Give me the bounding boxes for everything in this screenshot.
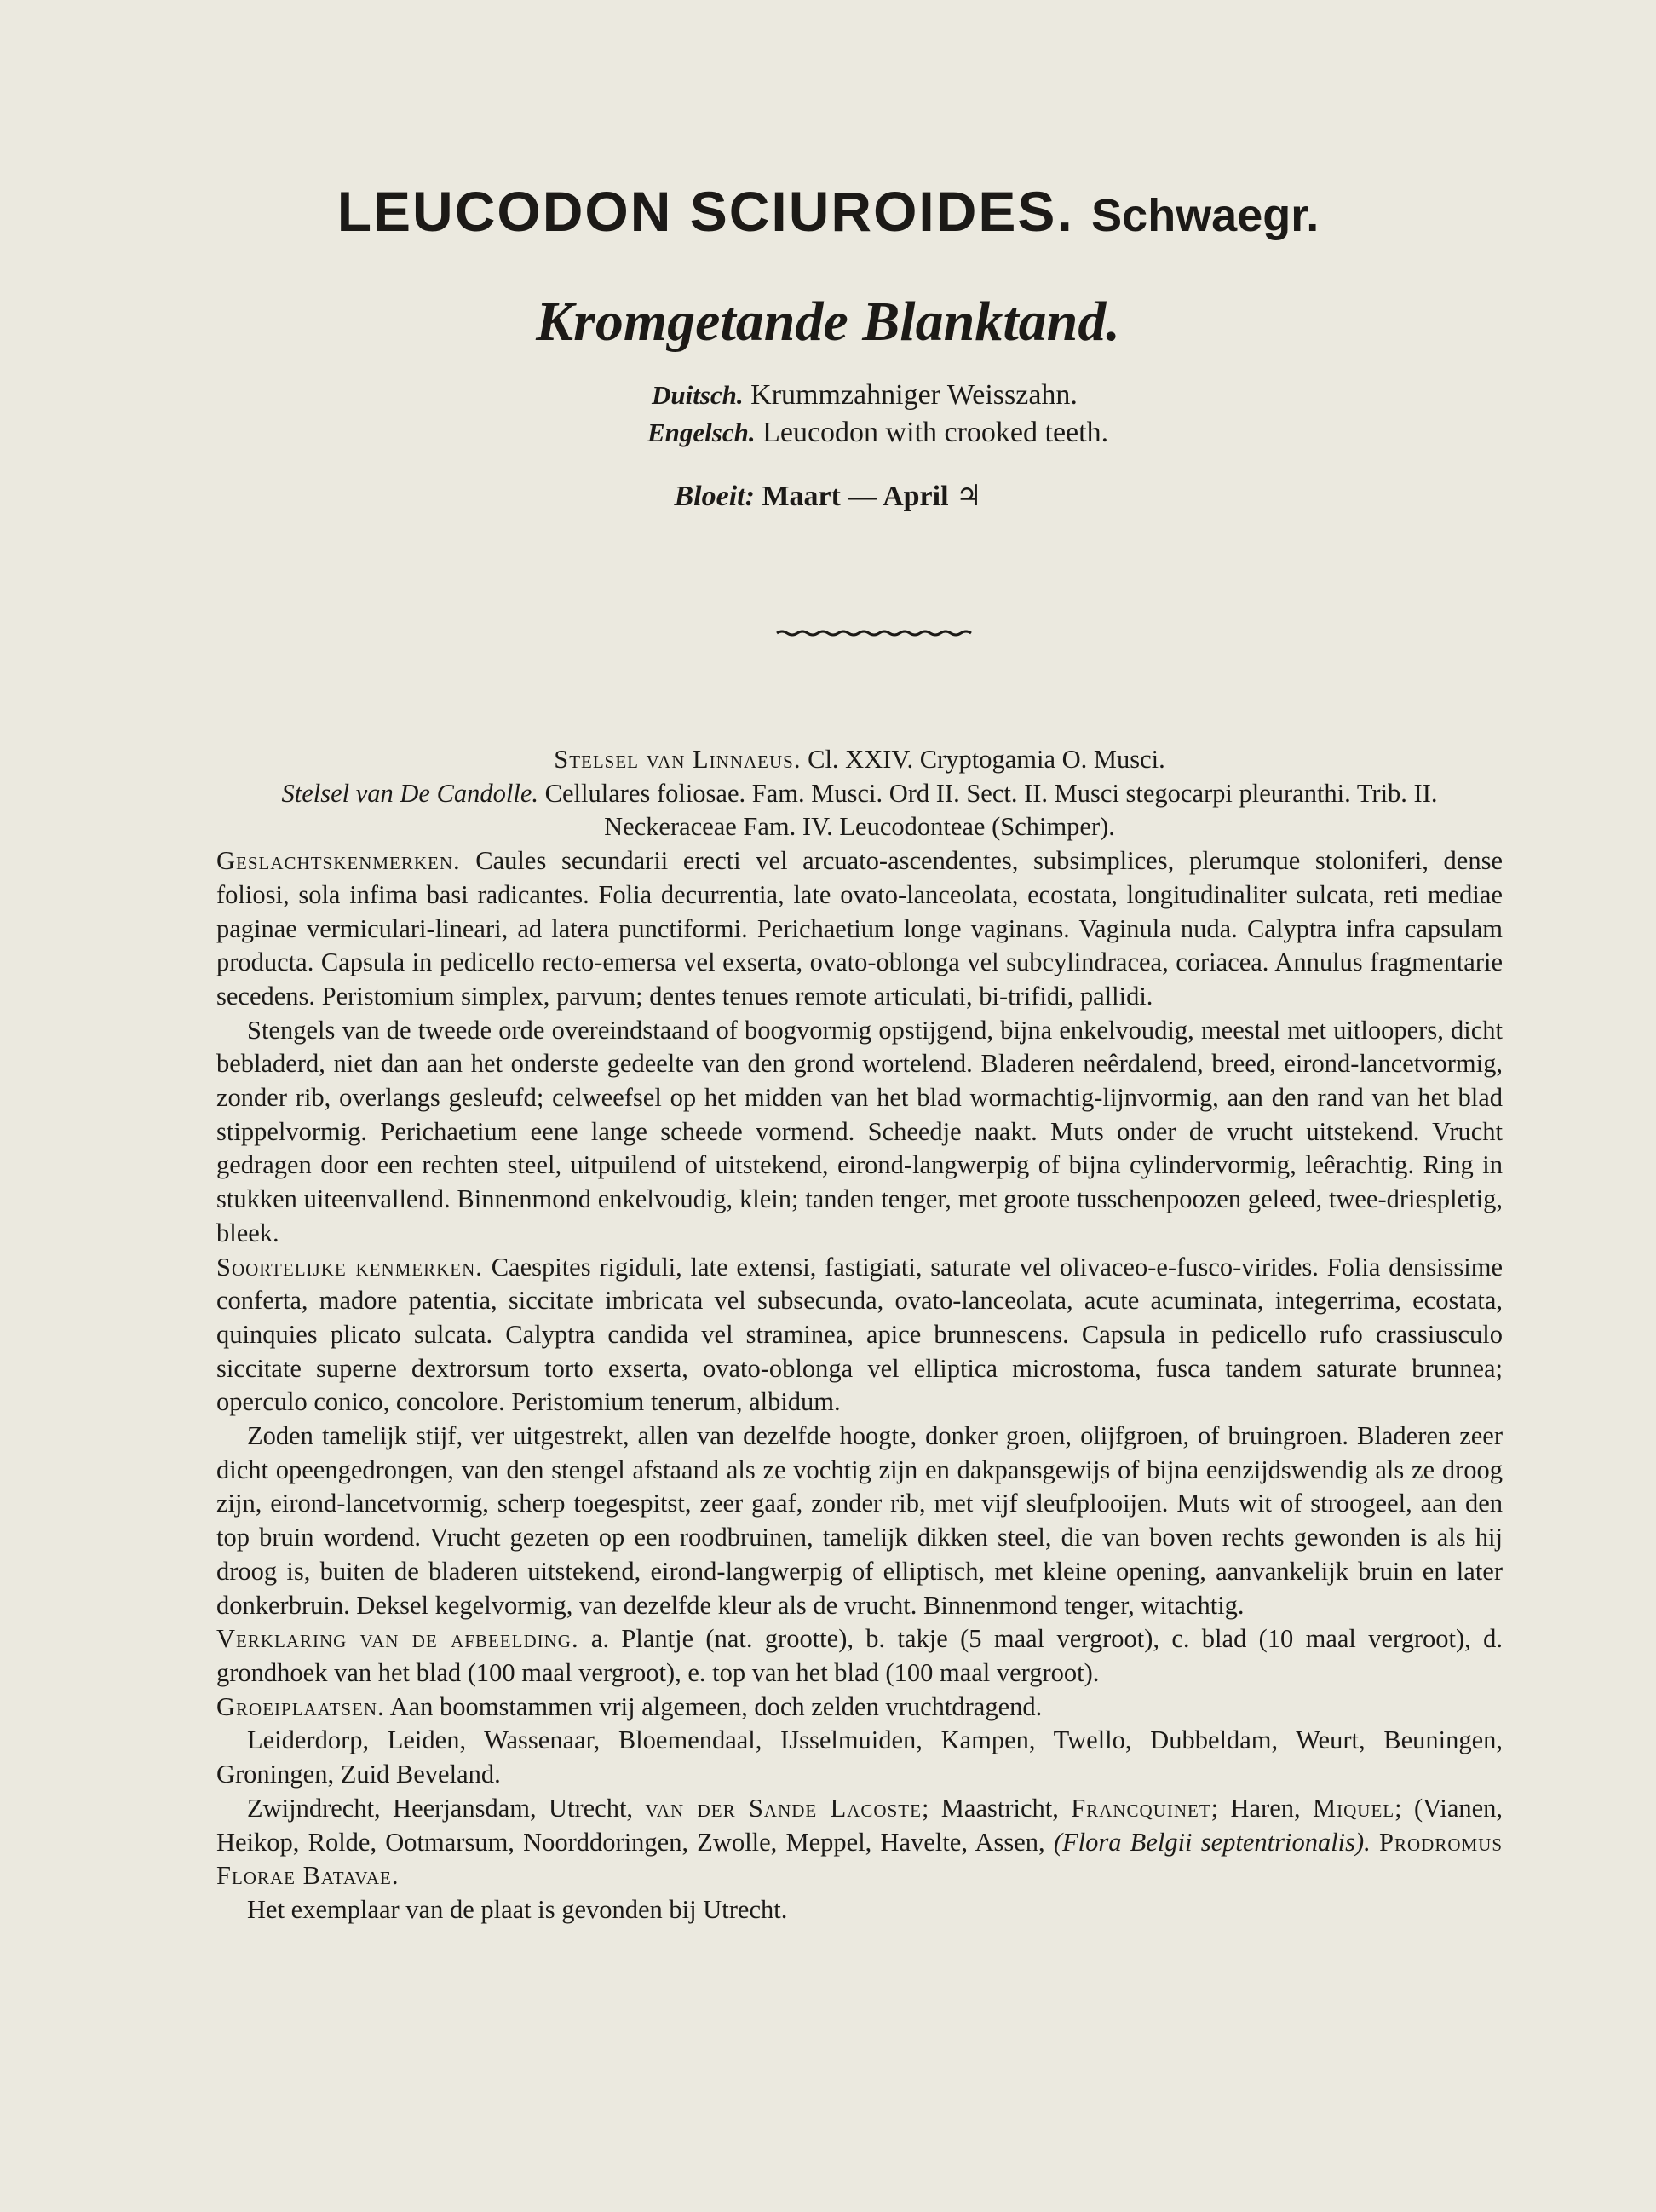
linnaeus-label: Stelsel van Linnaeus. (554, 745, 802, 774)
locations-text-b: ; Maastricht, (921, 1793, 1059, 1823)
figure-explanation (216, 1622, 1503, 1690)
locations-text-c: ; Haren, (1210, 1793, 1301, 1823)
species-characters (216, 1251, 1503, 1420)
candolle-text: Cellulares foliosae. Fam. Musci. Ord II. Sect. II. Musci stegocarpi pleuranthi. Trib. II. Neckeraceae Fam. IV. Leucodonteae (Schimper). (544, 778, 1438, 842)
habitat-text: Aan boomstammen vrij algemeen, doch zelden vruchtdragend. (389, 1691, 1043, 1721)
species-text: Caespites rigiduli, late extensi, fastigiati, saturate vel olivaceo-e-fusco-virides. Folia densissime conferta, madore patentia, siccitate imbricata vel subsecunda, ovato-lanceolata, acute acuminata, integerrima, ecostata, quinquies plicato sulcata. Calyptra candida vel straminea, apice brunnescens. Capsula in pedicello rufo crassiusculo siccitate superne dextrorsum torto exserta, ovato-oblonga vel elliptica microstoma, fusca tandem saturate brunnea; operculo conico, concolore. Peristomium tenerum, albidum. (216, 1252, 1503, 1417)
foreign-names (647, 377, 1108, 452)
german-label: Duitsch. (652, 380, 744, 410)
dutch-name: Kromgetande Blanktand. (536, 291, 1120, 353)
english-name-line (647, 414, 1108, 452)
locations-text-d: ; (Vianen, Heikop, Rolde, Ootmarsum, Noorddoringen, Zwolle, Meppel, Havelte, Assen, (216, 1793, 1504, 1857)
collector-lacoste: van der Sande Lacoste (645, 1793, 922, 1823)
species-name: LEUCODON SCIUROIDES. (336, 180, 1074, 243)
locations-text-a: Zwijndrecht, Heerjansdam, Utrecht, (247, 1793, 634, 1823)
genus-dutch: Stengels van de tweede orde overeindstaand of boogvormig opstijgend, bijna enkelvoudig, meestal met uitloopers, dicht bebladerd, niet dan aan het onderste gedeelte van den grond wortelend. Bladeren neêrdalend, breed, eirond-lancetvormig, zonder rib, overlangs gesleufd; celweefsel op het midden van het blad wormachtig-lijnvormig, aan den rand van het blad stippelvormig. Perichaetium eene lange scheede vormend. Scheedje naakt. Muts onder de vrucht uitstekend. Vrucht gedragen door een rechten steel, uitpuilend of uitstekend, eirond-langwerpig of bijna cylindervormig, leêrachtig. Ring in stukken uiteenvallend. Binnenmond enkelvoudig, klein; tanden tenger, met groote tusschenpoozen geleed, twee-driespletig, bleek. (216, 1015, 1503, 1247)
english-name: Leucodon with crooked teeth. (762, 417, 1109, 448)
german-name: Krummzahniger Weisszahn. (750, 379, 1078, 411)
collector-miquel: Miquel (1313, 1793, 1395, 1823)
locations-2 (216, 1792, 1503, 1893)
german-name-line (652, 377, 1108, 414)
genus-text: Caules secundarii erecti vel arcuato-ascendentes, subsimplices, plerumque stoloniferi, dense foliosi, sola infima basi radicantes. Folia decurrentia, late ovato-lanceolata, ecostata, longitudinaliter sulcata, reti mediae paginae vermiculari-lineari, ad latera punctiformi. Perichaetium longe vaginans. Vaginula nuda. Calyptra infra capsulam producta. Capsula in pedicello recto-emersa vel exserta, ovato-oblonga vel subcylindracea, coriacea. Annulus fragmentarie secedens. Peristomium simplex, parvum; dentes tenues remote articulati, bi-trifidi, pallidi. (216, 846, 1503, 1011)
flowering-label: Bloeit: (674, 481, 755, 512)
flora-citation: (Flora Belgii septentrionalis). (1053, 1827, 1371, 1857)
prodromus-citation: Prodromus Florae Batavae. (216, 1827, 1504, 1891)
ornamental-divider (775, 628, 975, 638)
species-author: Schwaegr. (1091, 190, 1320, 241)
specimen-note: Het exemplaar van de plaat is gevonden bij Utrecht. (247, 1894, 788, 1924)
species-dutch: Zoden tamelijk stijf, ver uitgestrekt, allen van dezelfde hoogte, donker groen, olijfgroen, of bruingroen. Bladeren zeer dicht opeengedrongen, van den stengel afstaand als ze vochtig zijn en dakpansgewijs of bijna eenzijdswendig als ze droog zijn, eirond-lancetvormig, scherp toegespitst, zeer gaaf, zonder rib, met vijf sleufplooijen. Muts wit of stroogeel, aan den top bruin wordend. Vrucht gezeten op een roodbruinen, tamelijk dikken steel, die van boven rechts gewonden is als hij droog is, buiten de bladeren uitstekend, eirond-langwerpig of elliptisch, met kleine opening, aanvankelijk bruin en later donkerbruin. Deksel kegelvormig, van dezelfde kleur als de vrucht. Binnenmond tenger, witachtig. (216, 1421, 1503, 1620)
linnaeus-text: Cl. XXIV. Cryptogamia O. Musci. (808, 745, 1165, 774)
genus-label: Geslachtskenmerken. (216, 846, 461, 876)
genus-characters (216, 844, 1503, 1014)
candolle-label: Stelsel van De Candolle. (281, 778, 539, 808)
candolle-system (216, 777, 1503, 844)
description-body (216, 743, 1503, 1927)
habitat-label: Groeiplaatsen. (216, 1691, 385, 1721)
habitat (216, 1691, 1503, 1725)
species-label: Soortelijke kenmerken. (216, 1252, 483, 1282)
explanation-label: Verklaring van de afbeelding. (216, 1624, 579, 1654)
linnaeus-system (216, 743, 1503, 777)
collector-francquinet: Francquinet (1071, 1793, 1211, 1823)
english-label: Engelsch. (647, 418, 756, 447)
flowering-value: Maart — April ♃ (762, 481, 982, 512)
locations-1: Leiderdorp, Leiden, Wassenaar, Bloemendaal, IJsselmuiden, Kampen, Twello, Dubbeldam, Weurt, Beuningen, Groningen, Zuid Beveland. (216, 1725, 1503, 1789)
flowering-line (0, 479, 1656, 513)
species-title (0, 179, 1656, 244)
explanation-text: a. Plantje (nat. grootte), b. takje (5 maal vergroot), c. blad (10 maal vergroot), d. grondhoek van het blad (100 maal vergroot), e. top van het blad (100 maal vergroot). (216, 1624, 1503, 1687)
